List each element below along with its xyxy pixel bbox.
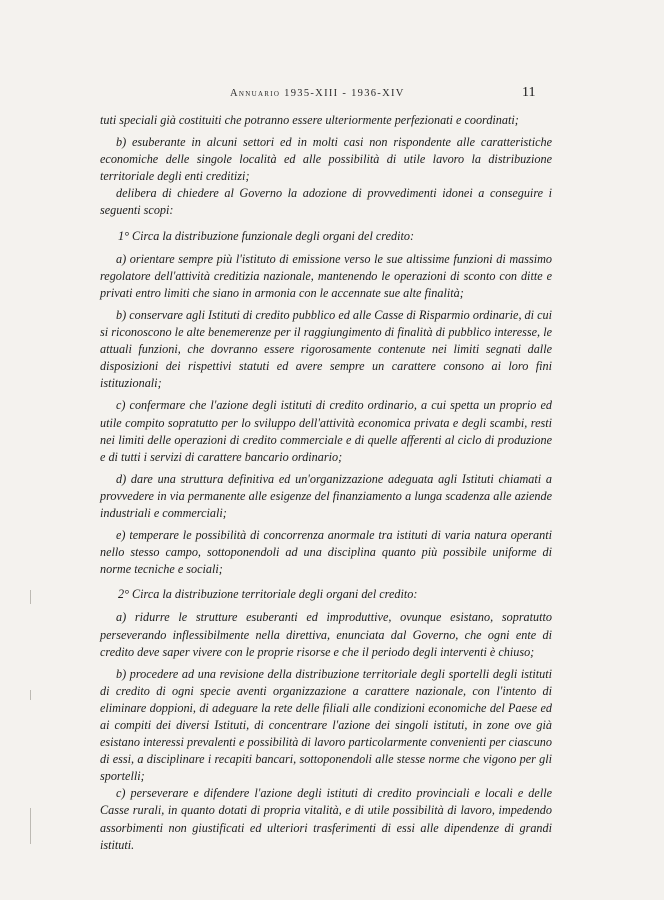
paragraph: a) ridurre le strutture esuberanti ed improduttive, ovunque esistano, sopratutto perseverando inflessibilmente nella direttiva, enunciata dal Governo, che ogni ente di credito deve saper vivere con le proprie risorse e che il periodo degli interventi è chiuso;: [100, 610, 552, 659]
section-heading: 1° Circa la distribuzione funzionale degli organi del credito:: [118, 228, 414, 243]
paragraph: b) procedere ad una revisione della distribuzione territoriale degli sportelli degli istituti di credito di ogni specie aventi organizzazione a carattere nazionale, con l'intento di eliminare doppioni, di adeguare la rete delle filiali alle condizioni economiche del Paese ed ai compiti dei diversi Istituti, di concentrare l'azione dei singoli istituti, in zone ove già esistano interessi prevalenti e possibilità di lavoro particolarmente convenienti per ciascuno di essi, a disciplinare i recapiti bancari, sottoponendoli alle stesse norme che vigono per gli sportelli;: [100, 666, 552, 784]
page-number: 11: [522, 85, 536, 100]
paragraph: tuti speciali già costituiti che potranno essere ulteriormente perfezionati e coordinati;: [100, 113, 519, 127]
paragraph: c) confermare che l'azione degli istituti di credito ordinario, a cui spetta un proprio ed utile compito sopratutto per lo sviluppo dell'attività economica privata e degli scambi, resti nei limiti delle operazioni di credito commerciale e di quelle afferenti al ciclo di produzione e di tutti i servizi di carattere bancario ordinario;: [100, 398, 552, 464]
running-head: Annuario 1935-XIII - 1936-XIV: [230, 88, 405, 99]
paragraph: e) temperare le possibilità di concorrenza anormale tra istituti di varia natura operanti nello stesso campo, sottoponendoli ad una disciplina quanto più possibile uniforme di norme tecniche e sociali;: [100, 528, 552, 577]
section-heading: 2° Circa la distribuzione territoriale degli organi del credito:: [118, 587, 418, 602]
margin-scan-mark: [30, 590, 31, 604]
margin-scan-mark: [30, 690, 31, 700]
paragraph: delibera di chiedere al Governo la adozione di provvedimenti idonei a conseguire i seguenti scopi:: [100, 186, 552, 218]
margin-scan-mark: [30, 808, 31, 844]
paragraph: b) esuberante in alcuni settori ed in molti casi non rispondente alle caratteristiche economiche delle singole località ed alle possibilità di utile lavoro la distribuzione territoriale degli enti creditizi;: [100, 135, 552, 184]
body-text: [100, 112, 552, 859]
paragraph: b) conservare agli Istituti di credito pubblico ed alle Casse di Risparmio ordinarie, di cui si riconoscono le alte benemerenze per il raggiungimento di finalità di pubblico interesse, le attuali funzioni, che dovranno essere rigorosamente contenute nei limiti segnati dalle disposizioni dei rispettivi statuti ed avere sempre un carattere consono ai loro fini istituzionali;: [100, 307, 552, 391]
paragraph: c) perseverare e difendere l'azione degli istituti di credito provinciali e locali e delle Casse rurali, in quanto dotati di propria vitalità, e di utile possibilità di lavoro, impedendo assorbimenti non giustificati ed ulteriori trasferimenti di essi alle dipendenze di grandi istituti.: [100, 786, 552, 852]
paragraph: a) orientare sempre più l'istituto di emissione verso le sue altissime funzioni di massimo regolatore dell'attività creditizia nazionale, mantenendo le operazioni di sconto con ditte e privati entro limiti che siano in armonia con le accennate sue alte finalità;: [100, 251, 552, 300]
paragraph: d) dare una struttura definitiva ed un'organizzazione adeguata agli Istituti chiamati a provvedere in via permanente alle esigenze del finanziamento a lunga scadenza alle aziende industriali e commerciali;: [100, 471, 552, 520]
